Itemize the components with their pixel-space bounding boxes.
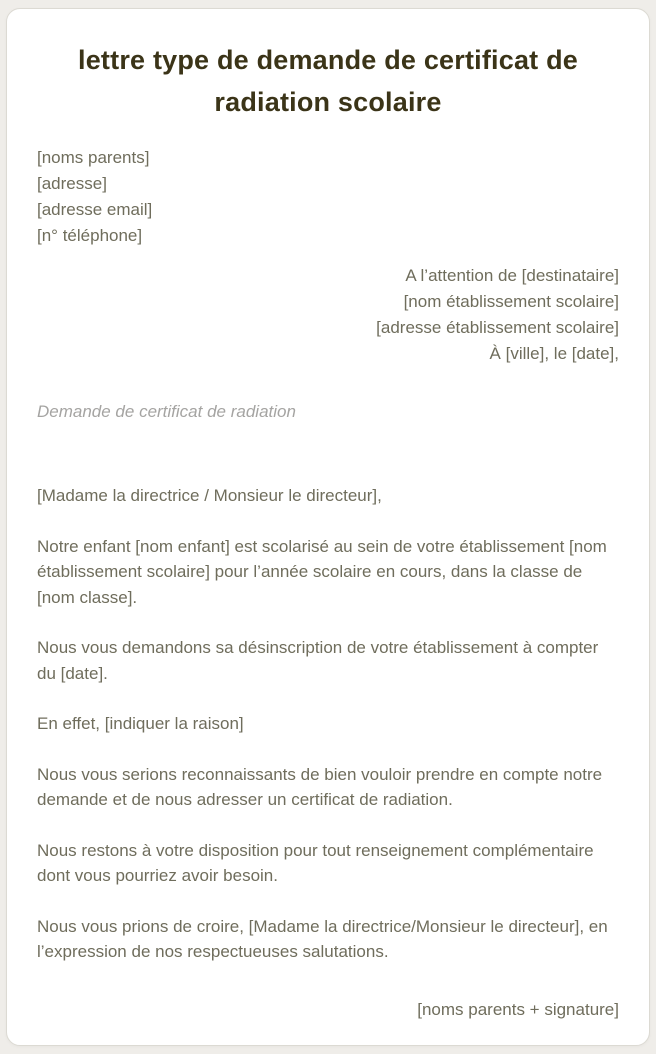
salutation: [Madame la directrice / Monsieur le directeur],: [37, 486, 382, 505]
recipient-attention-line: A l’attention de [destinataire]: [405, 266, 619, 285]
sender-email-line: [adresse email]: [37, 200, 153, 219]
sender-block: [37, 145, 619, 249]
paragraph-closing: Nous vous prions de croire, [Madame la directrice/Monsieur le directeur], en l’expression de nos respectueuses salutations.: [37, 916, 608, 961]
paragraph-certificate-request: Nous vous serions reconnaissants de bien vouloir prendre en compte notre demande et de nous adresser un certificat de radiation.: [37, 764, 603, 809]
sender-address-line: [adresse]: [37, 174, 107, 193]
recipient-block: [37, 263, 619, 367]
recipient-school-name-line: [nom établissement scolaire]: [403, 292, 619, 311]
letter-card: [6, 8, 650, 1046]
sender-phone-line: [n° téléphone]: [37, 226, 143, 245]
paragraph-enrollment: Notre enfant [nom enfant] est scolarisé au sein de votre établissement [nom établissement scolaire] pour l’année scolaire en cours, dans la classe de [nom classe].: [37, 536, 607, 607]
signature-line: [noms parents + signature]: [417, 999, 619, 1019]
letter-title: lettre type de demande de certificat de radiation scolaire: [78, 45, 578, 117]
paragraph-availability: Nous restons à votre disposition pour tout renseignement complémentaire dont vous pourriez avoir besoin.: [37, 840, 594, 885]
paragraph-reason: En effet, [indiquer la raison]: [37, 714, 244, 733]
recipient-school-address-line: [adresse établissement scolaire]: [376, 318, 619, 337]
paragraph-deregistration-request: Nous vous demandons sa désinscription de votre établissement à compter du [date].: [37, 638, 599, 683]
recipient-city-date-line: À [ville], le [date],: [489, 344, 619, 363]
sender-names-line: [noms parents]: [37, 148, 150, 167]
subject-line: Demande de certificat de radiation: [37, 402, 296, 421]
